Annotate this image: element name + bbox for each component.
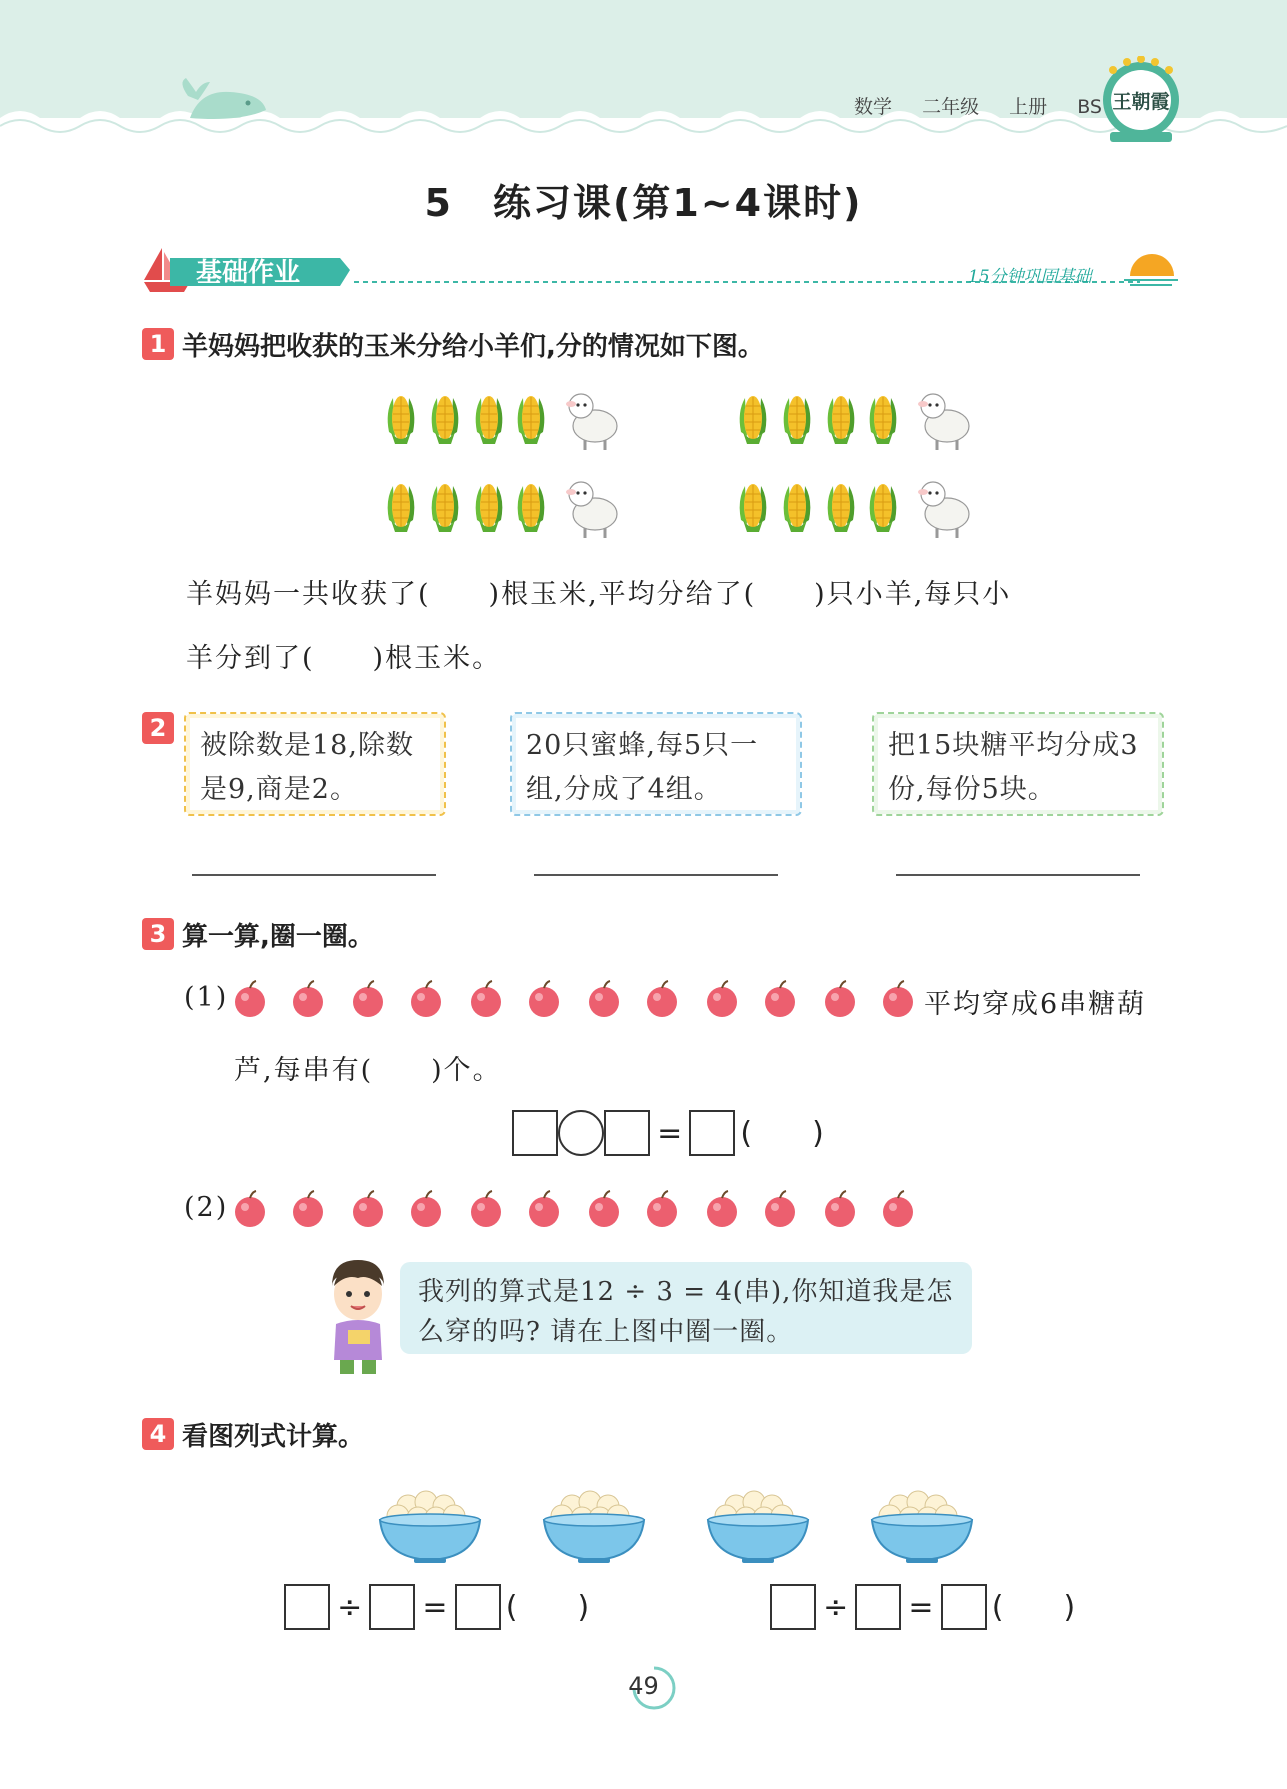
- bowls-illustration: [378, 1476, 988, 1566]
- question-text: 看图列式计算。: [182, 1422, 365, 1452]
- answer-line-3[interactable]: [896, 874, 1140, 876]
- equals-sign: =: [908, 1589, 934, 1625]
- divide-sign: ÷: [337, 1589, 363, 1625]
- operator-circle[interactable]: [558, 1110, 604, 1156]
- question-3-title: [142, 916, 374, 953]
- answer-box[interactable]: [689, 1110, 735, 1156]
- unit-paren[interactable]: ( ): [505, 1589, 590, 1625]
- brand-logo-badge: [1098, 56, 1184, 148]
- question-number: 4: [142, 1418, 174, 1450]
- answer-box[interactable]: [455, 1584, 501, 1630]
- question-1-fill-line-1: 羊妈妈一共收获了( )根玉米,平均分给了( )只小羊,每只小: [186, 579, 1012, 610]
- statement-box-3: 把15块糖平均分成3份,每份5块。: [872, 712, 1164, 816]
- volume-label: 上册: [1009, 96, 1048, 118]
- section-hint: 15分钟巩固基础: [968, 267, 1092, 287]
- part-1-after-text: 平均穿成6串糖葫: [924, 989, 1147, 1020]
- speech-bubble: 我列的算式是12 ÷ 3 = 4(串),你知道我是怎么穿的吗? 请在上图中圈一圈。: [400, 1262, 972, 1354]
- answer-line-1[interactable]: [192, 874, 436, 876]
- answer-box[interactable]: [369, 1584, 415, 1630]
- apple-row-1: [230, 978, 920, 1022]
- question-text: 算一算,圈一圈。: [182, 922, 374, 952]
- equals-sign: =: [657, 1115, 683, 1151]
- question-1-title: [142, 326, 764, 363]
- apple-row-2: [230, 1188, 920, 1232]
- corn-group-4: [740, 482, 969, 538]
- brand-text: 王朝霞: [1112, 91, 1170, 113]
- grade-label: 二年级: [922, 96, 980, 118]
- question-4-title: [142, 1416, 364, 1453]
- subject-label: 数学: [854, 96, 893, 118]
- statement-box-1: 被除数是18,除数是9,商是2。: [184, 712, 446, 816]
- header-course-info: [854, 92, 1126, 119]
- question-number: 1: [142, 328, 174, 360]
- answer-line-2[interactable]: [534, 874, 778, 876]
- part-2-label: (2): [184, 1192, 229, 1223]
- answer-box[interactable]: [284, 1584, 330, 1630]
- page-number: 49: [628, 1672, 659, 1700]
- question-1-fill-line-2: 羊分到了( )根玉米。: [186, 643, 502, 674]
- apple-icons-row-2: [235, 1191, 913, 1227]
- lesson-title: 5 练习课(第1~4课时): [424, 181, 863, 225]
- question-text: 羊妈妈把收获的玉米分给小羊们,分的情况如下图。: [182, 332, 764, 362]
- equation-row-1: [512, 1110, 824, 1156]
- answer-box[interactable]: [941, 1584, 987, 1630]
- question-number: 3: [142, 918, 174, 950]
- sunset-icon: [1124, 254, 1178, 285]
- corn-group-3: [388, 482, 617, 538]
- part-1-line-2: 芦,每串有( )个。: [234, 1055, 502, 1086]
- edition-label: BS: [1077, 96, 1102, 118]
- part-1-label: (1): [184, 982, 229, 1013]
- equation-row-3: [770, 1584, 1075, 1630]
- answer-box[interactable]: [604, 1110, 650, 1156]
- question-number: 2: [142, 712, 174, 744]
- unit-paren[interactable]: ( ): [991, 1589, 1076, 1625]
- question-2-title: [142, 712, 174, 744]
- header-wave-band: [0, 0, 1287, 150]
- statement-box-2: 20只蜜蜂,每5只一组,分成了4组。: [510, 712, 802, 816]
- answer-box[interactable]: [855, 1584, 901, 1630]
- equals-sign: =: [422, 1589, 448, 1625]
- equation-row-2: [284, 1584, 589, 1630]
- answer-box[interactable]: [512, 1110, 558, 1156]
- section-label: 基础作业: [196, 258, 301, 288]
- corn-group-2: [740, 394, 969, 450]
- apple-icons-row-1: [235, 981, 913, 1017]
- unit-paren[interactable]: ( ): [740, 1115, 824, 1151]
- divide-sign: ÷: [823, 1589, 849, 1625]
- answer-box[interactable]: [770, 1584, 816, 1630]
- corn-sheep-illustration: [375, 388, 995, 548]
- corn-group-1: [388, 394, 617, 450]
- boy-character-icon: [318, 1256, 398, 1376]
